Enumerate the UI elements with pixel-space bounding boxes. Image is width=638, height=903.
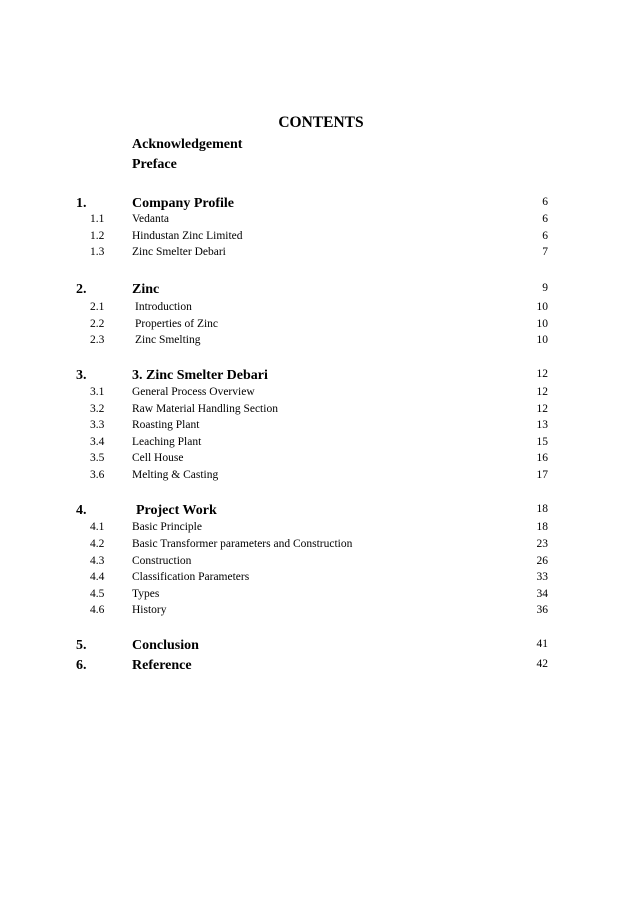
section-title: Leaching Plant	[132, 436, 202, 448]
chapter-number: 4.	[76, 503, 87, 518]
section-title: Cell House	[132, 452, 184, 464]
section-number: 2.3	[90, 334, 105, 346]
section-title: Construction	[132, 555, 192, 567]
chapter-number: 2.	[76, 282, 87, 297]
chapter-page: 9	[542, 282, 548, 294]
toc-section	[0, 213, 638, 229]
toc-section	[0, 571, 638, 587]
section-number: 3.2	[90, 403, 105, 415]
section-page: 10	[536, 334, 548, 346]
section-title: Roasting Plant	[132, 419, 200, 431]
section-title: Types	[132, 588, 160, 600]
section-number: 4.1	[90, 521, 105, 533]
section-page: 7	[542, 246, 548, 258]
section-title: Basic Transformer parameters and Construction	[132, 538, 353, 550]
toc-section	[0, 538, 638, 554]
toc-section	[0, 334, 638, 350]
toc-chapter	[0, 658, 638, 678]
toc-section	[0, 318, 638, 334]
section-page: 18	[536, 521, 548, 533]
section-number: 3.4	[90, 436, 105, 448]
section-number: 3.3	[90, 419, 105, 431]
chapter-page: 42	[536, 658, 548, 670]
section-number: 3.6	[90, 469, 105, 481]
section-number: 2.1	[90, 301, 105, 313]
section-title: Raw Material Handling Section	[132, 403, 278, 415]
section-title: Hindustan Zinc Limited	[132, 230, 243, 242]
section-title: Zinc Smelting	[135, 334, 201, 346]
toc-section	[0, 301, 638, 317]
section-number: 1.3	[90, 246, 105, 258]
section-number: 1.2	[90, 230, 105, 242]
section-page: 10	[536, 318, 548, 330]
page-title: CONTENTS	[278, 114, 364, 131]
toc-section	[0, 386, 638, 402]
section-page: 36	[536, 604, 548, 616]
chapter-number: 5.	[76, 638, 87, 653]
chapter-number: 3.	[76, 368, 87, 383]
section-page: 6	[542, 213, 548, 225]
section-title: Classification Parameters	[132, 571, 250, 583]
section-title: Properties of Zinc	[135, 318, 219, 330]
section-title: Introduction	[135, 301, 192, 313]
section-title: Vedanta	[132, 213, 170, 225]
section-title: Zinc Smelter Debari	[132, 246, 226, 258]
toc-section	[0, 246, 638, 262]
toc-section	[0, 469, 638, 485]
section-title: General Process Overview	[132, 386, 255, 398]
section-page: 17	[536, 469, 548, 481]
chapter-number: 1.	[76, 196, 87, 211]
toc-section	[0, 419, 638, 435]
toc-chapter	[0, 638, 638, 658]
section-number: 3.1	[90, 386, 105, 398]
section-number: 4.3	[90, 555, 105, 567]
toc-chapter	[0, 503, 638, 523]
toc-section	[0, 588, 638, 604]
chapter-title: Reference	[132, 658, 192, 673]
toc-section	[0, 436, 638, 452]
section-number: 2.2	[90, 318, 105, 330]
section-page: 15	[536, 436, 548, 448]
toc-section	[0, 555, 638, 571]
toc-section	[0, 403, 638, 419]
chapter-page: 18	[536, 503, 548, 515]
section-page: 16	[536, 452, 548, 464]
toc-section	[0, 230, 638, 246]
section-number: 1.1	[90, 213, 105, 225]
chapter-title: Company Profile	[132, 196, 235, 211]
section-number: 3.5	[90, 452, 105, 464]
section-page: 26	[536, 555, 548, 567]
section-page: 34	[536, 588, 548, 600]
chapter-page: 12	[536, 368, 548, 380]
section-title: History	[132, 604, 167, 616]
chapter-number: 6.	[76, 658, 87, 673]
chapter-page: 41	[536, 638, 548, 650]
section-page: 13	[536, 419, 548, 431]
section-page: 23	[536, 538, 548, 550]
toc-section	[0, 604, 638, 620]
front-matter-acknowledgement: Acknowledgement	[132, 137, 243, 152]
section-number: 4.5	[90, 588, 105, 600]
front-matter-preface: Preface	[132, 157, 177, 172]
section-page: 6	[542, 230, 548, 242]
section-page: 12	[536, 403, 548, 415]
chapter-title: Project Work	[136, 503, 217, 518]
section-number: 4.2	[90, 538, 105, 550]
toc-section	[0, 452, 638, 468]
section-page: 12	[536, 386, 548, 398]
chapter-title: 3. Zinc Smelter Debari	[132, 368, 268, 383]
section-title: Melting & Casting	[132, 469, 219, 481]
section-number: 4.4	[90, 571, 105, 583]
section-number: 4.6	[90, 604, 105, 616]
chapter-title: Conclusion	[132, 638, 199, 653]
chapter-title: Zinc	[132, 282, 160, 297]
section-page: 10	[536, 301, 548, 313]
section-page: 33	[536, 571, 548, 583]
chapter-page: 6	[542, 196, 548, 208]
toc-section	[0, 521, 638, 537]
toc-chapter	[0, 282, 638, 302]
section-title: Basic Principle	[132, 521, 202, 533]
toc-chapter	[0, 368, 638, 388]
